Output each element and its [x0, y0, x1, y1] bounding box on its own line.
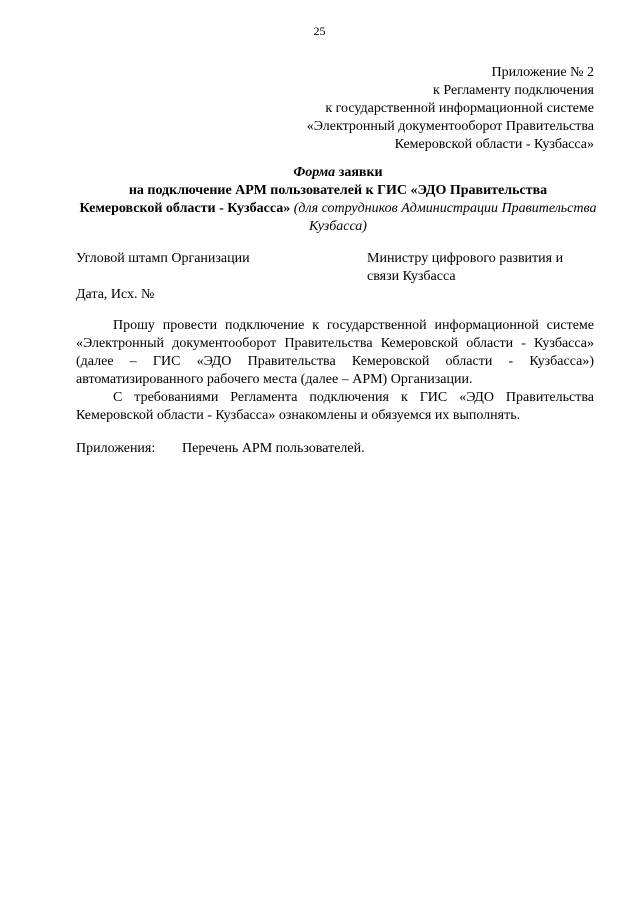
attachments-line	[76, 440, 365, 458]
form-title-line-2: на подключение АРМ пользователей к ГИС «ЭДО Правительства	[128, 183, 548, 198]
appendix-line: «Электронный документооборот Правительства	[306, 119, 594, 134]
appendix-line: к Регламенту подключения	[433, 83, 594, 98]
appendix-header	[307, 64, 594, 154]
date-outgoing-number-label: Дата, Исх. №	[76, 287, 155, 302]
appendix-line: к государственной информационной системе	[325, 101, 594, 116]
form-title-line-3	[76, 200, 600, 236]
recipient-block: Министру цифрового развития и связи Кузбасса	[367, 251, 564, 284]
page-number: 25	[313, 24, 326, 38]
form-title-line-1	[76, 164, 600, 182]
attachments-value: Перечень АРМ пользователей.	[182, 441, 365, 456]
corner-stamp-label: Угловой штамп Организации	[76, 251, 250, 266]
appendix-line: Приложение № 2	[491, 65, 594, 80]
body-paragraph-1: Прошу провести подключение к государственной информационной системе «Электронный документооборот Правительства Кемеровской области - Кузбасса» (далее – ГИС «ЭДО Правительства Кемеровской области - Кузбасса») автоматизированного рабочего места (далее – АРМ) Организации.	[76, 318, 594, 387]
request-body	[76, 317, 594, 425]
form-title-note: (для сотрудников Администрации Правительства Кузбасса)	[290, 201, 597, 234]
form-title-word-request: заявки	[335, 165, 383, 180]
appendix-line: Кемеровской области - Кузбасса»	[394, 137, 594, 152]
body-paragraph-2: С требованиями Регламента подключения к ГИС «ЭДО Правительства Кемеровской области - Кузбасса» ознакомлены и обязуемся их выполнять.	[76, 390, 594, 423]
attachments-label: Приложения:	[76, 441, 156, 456]
form-title	[76, 164, 600, 236]
form-title-word-form: Форма	[293, 165, 336, 180]
form-title-region: Кемеровской области - Кузбасса»	[79, 201, 291, 216]
